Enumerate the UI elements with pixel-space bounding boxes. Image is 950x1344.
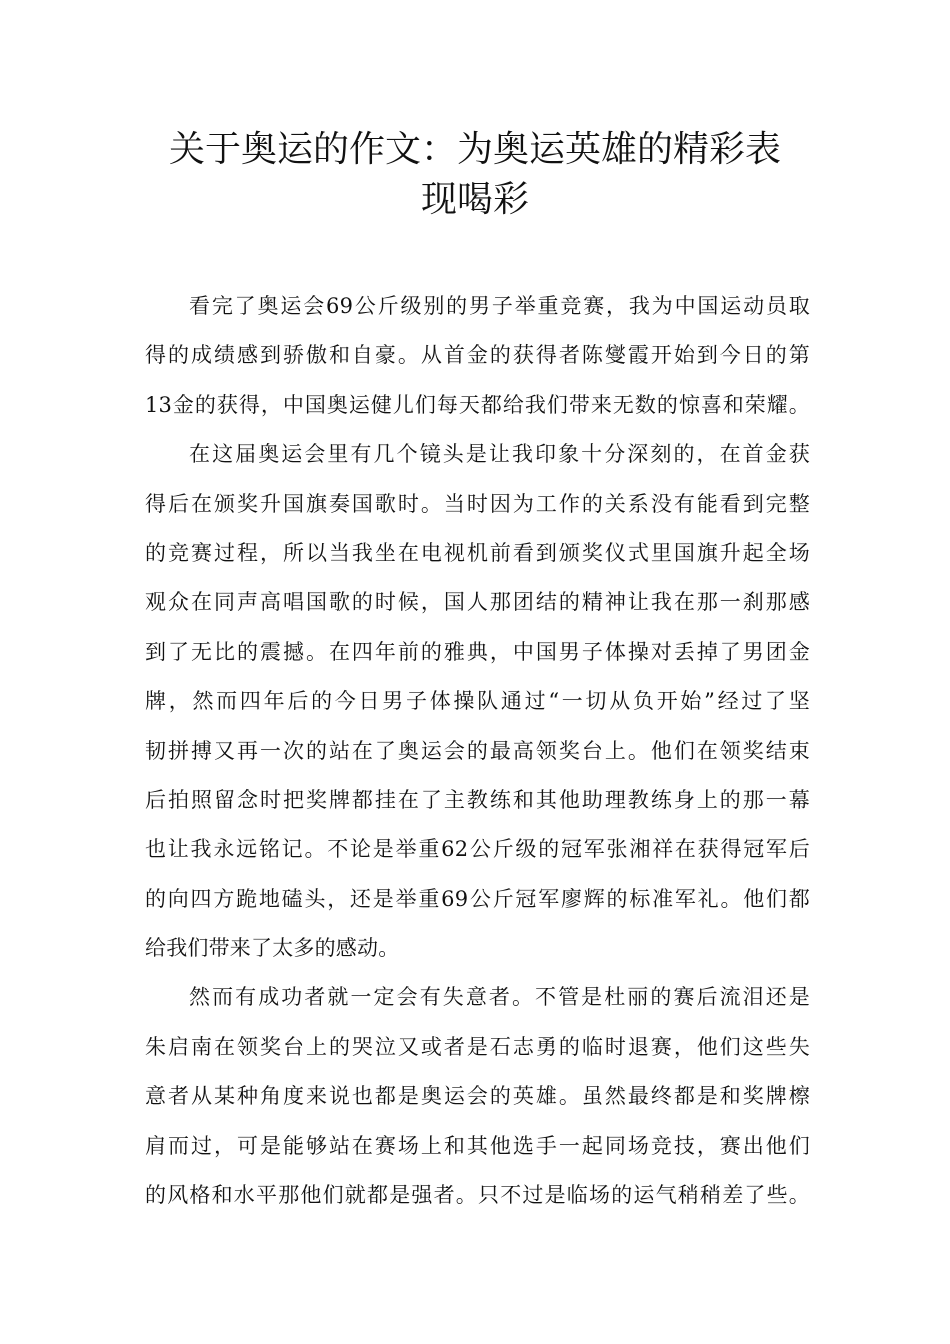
text-line: 意者从某种角度来说也都是奥运会的英雄。虽然最终都是和奖牌檫 [145, 1084, 810, 1109]
text-line: 的风格和水平那他们就都是强者。只不过是临场的运气稍稍差了些。 [145, 1183, 810, 1208]
text-line: 韧拼搏又再一次的站在了奥运会的最高领奖台上。他们在领奖结束 [145, 738, 810, 763]
text-line: 看完了奥运会69公斤级别的男子举重竞赛，我为中国运动员取 [189, 294, 810, 318]
text-line: 的竞赛过程，所以当我坐在电视机前看到颁奖仪式里国旗升起全场 [145, 540, 810, 565]
text-line: 的向四方跪地磕头，还是举重69公斤冠军廖辉的标准军礼。他们都 [145, 886, 810, 911]
text-line: 给我们带来了太多的感动。 [145, 936, 400, 961]
text-line: 牌，然而四年后的今日男子体操队通过“一切从负开始”经过了坚 [145, 689, 810, 714]
document-body [145, 282, 810, 1220]
text-line: 肩而过，可是能够站在赛场上和其他选手一起同场竞技，赛出他们 [145, 1133, 810, 1158]
text-line: 得后在颁奖升国旗奏国歌时。当时因为工作的关系没有能看到完整 [145, 491, 810, 516]
title-line: 现喝彩 [420, 179, 529, 220]
text-line: 得的成绩感到骄傲和自豪。从首金的获得者陈燮霞开始到今日的第 [145, 343, 810, 368]
text-line: 也让我永远铭记。不论是举重62公斤级的冠军张湘祥在获得冠军后 [145, 837, 810, 862]
paragraph [145, 282, 810, 430]
document-title [140, 125, 810, 225]
text-line: 观众在同声高唱国歌的时候，国人那团结的精神让我在那一刹那感 [145, 590, 810, 615]
text-line: 然而有成功者就一定会有失意者。不管是杜丽的赛后流泪还是 [189, 985, 810, 1010]
text-line: 朱启南在领奖台上的哭泣又或者是石志勇的临时退赛，他们这些失 [145, 1034, 810, 1059]
text-line: 13金的获得，中国奥运健儿们每天都给我们带来无数的惊喜和荣耀。 [145, 392, 810, 417]
text-line: 到了无比的震撼。在四年前的雅典，中国男子体操对丢掉了男团金 [145, 639, 810, 664]
paragraph [145, 973, 810, 1220]
title-line: 关于奥运的作文：为奥运英雄的精彩表 [168, 129, 781, 170]
text-line: 在这届奥运会里有几个镜头是让我印象十分深刻的，在首金获 [189, 442, 810, 467]
paragraph [145, 430, 810, 973]
text-line: 后拍照留念时把奖牌都挂在了主教练和其他助理教练身上的那一幕 [145, 787, 810, 812]
